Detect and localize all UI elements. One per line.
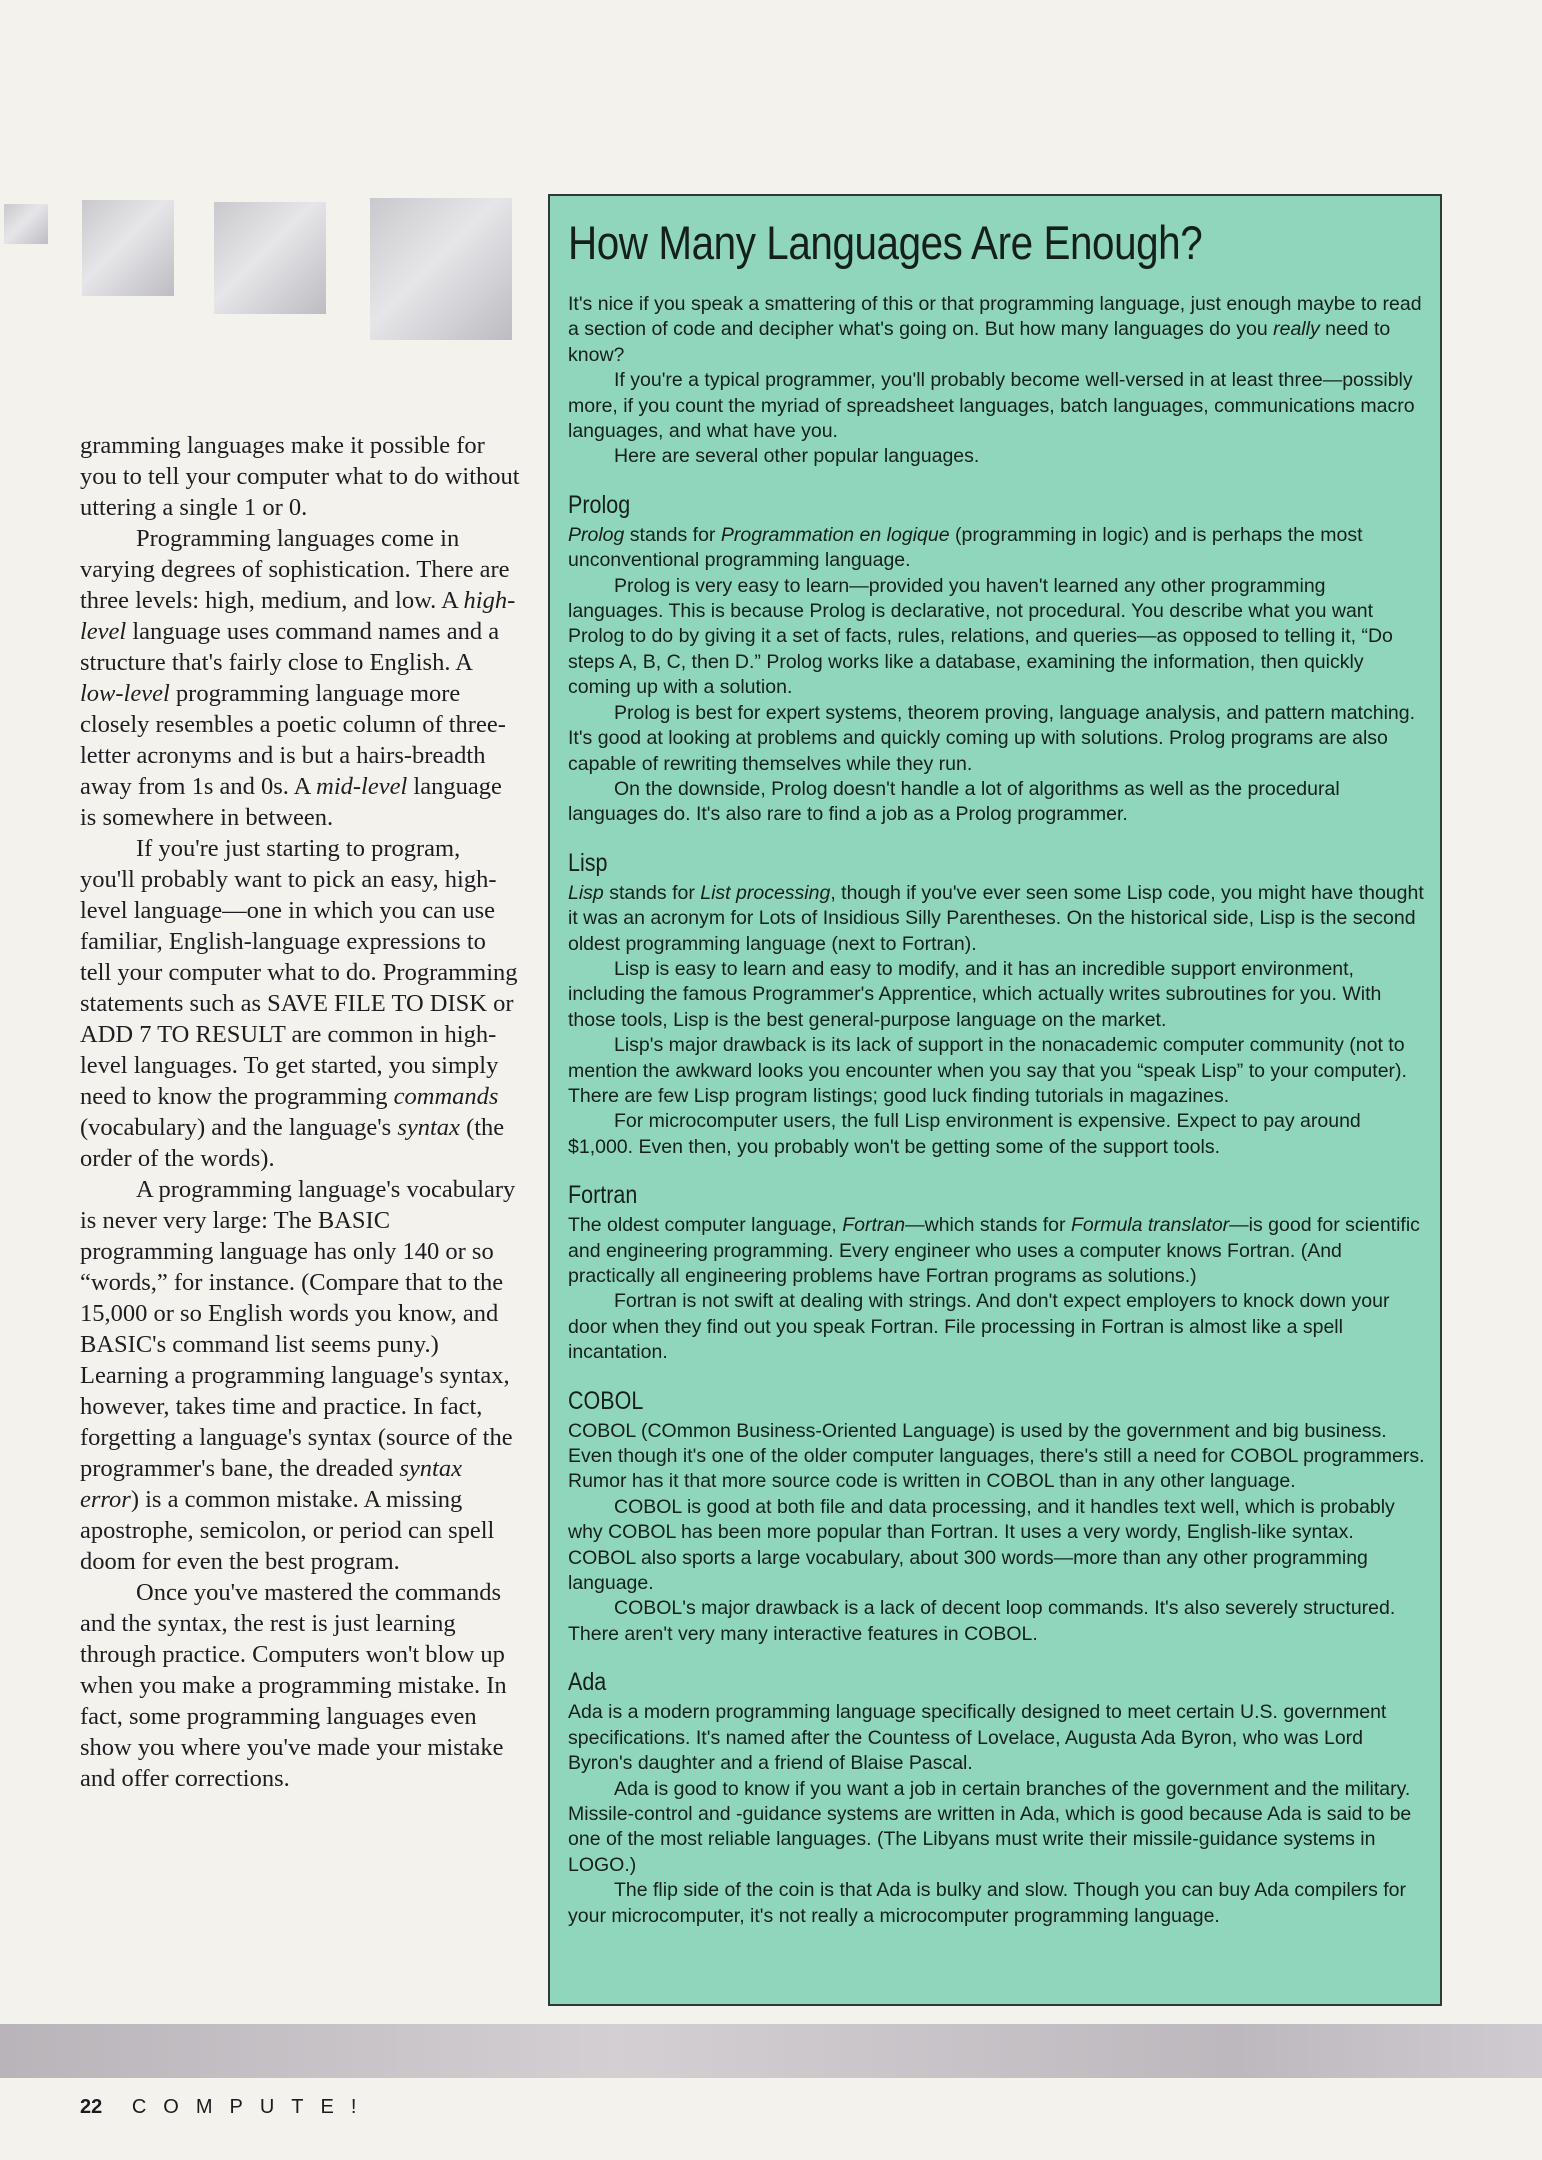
emphasis-text: low-level <box>80 680 170 707</box>
emphasis-text: Lisp <box>568 881 604 904</box>
section-paragraph <box>568 1213 1426 1289</box>
text-run: Once you've mastered the commands and the syntax, the rest is just learning through practice. Computers won't blow up when you make a programming mistake. In fact, some programming languages even show you where you've made your mistake and offer corrections. <box>80 1579 507 1792</box>
text-run: language is somewhere in between. <box>80 773 502 831</box>
sidebar-intro <box>568 292 1426 470</box>
text-run: If you're just starting to program, you'll probably want to pick an easy, high-level language—one in which you can use familiar, English-language expressions to tell your computer what to do. Programming statements such as SAVE FILE TO DISK or ADD 7 TO RESULT are common in high-level languages. To get started, you simply need to know the programming <box>80 835 518 1110</box>
section-prolog <box>568 490 1426 828</box>
text-run: For microcomputer users, the full Lisp environment is expensive. Expect to pay around $1,000. Even then, you probably won't be getting some of the support tools. <box>568 1110 1361 1158</box>
section-heading: Lisp <box>568 848 608 877</box>
section-paragraph <box>568 1289 1426 1365</box>
emphasis-text: high-level <box>80 587 516 645</box>
text-run: It's nice if you speak a smattering of this or that programming language, just enough maybe to read a section of code and decipher what's going on. But how many languages do you <box>568 293 1422 341</box>
section-heading: Ada <box>568 1668 607 1697</box>
body-paragraph <box>80 833 520 1174</box>
body-paragraph <box>80 1174 520 1577</box>
section-heading: COBOL <box>568 1386 644 1415</box>
section-paragraph <box>568 1596 1426 1647</box>
text-run: Lisp's major drawback is its lack of support in the nonacademic computer community (not to mention the awkward looks you encounter when you say that you “speak Lisp” to your computer). There are few Lisp program listings; good luck finding tutorials in magazines. <box>568 1034 1407 1107</box>
text-run: Ada is good to know if you want a job in certain branches of the government and the military. Missile-control and -guidance systems are written in Ada, which is good because Ada is said to be one of the most reliable languages. (The Libyans must write their missile-guidance systems in LOGO.) <box>568 1777 1412 1876</box>
section-heading: Fortran <box>568 1181 638 1210</box>
body-paragraph <box>80 430 520 523</box>
text-run: Here are several other popular languages. <box>614 445 980 468</box>
section-heading: Prolog <box>568 490 631 519</box>
left-column <box>80 430 520 1794</box>
text-run: language uses command names and a structure that's fairly close to English. A <box>80 618 500 676</box>
emphasis-text: really <box>1273 318 1320 341</box>
emphasis-text: Prolog <box>568 523 625 546</box>
section-paragraph <box>568 523 1426 574</box>
section-paragraph <box>568 777 1426 828</box>
text-run: If you're a typical programmer, you'll probably become well-versed in at least three—possibly more, if you count the myriad of spreadsheet languages, batch languages, communications macro languages, and what have you. <box>568 369 1415 443</box>
text-run: —is good for scientific and engineering programming. Every engineer who uses a computer knows Fortran. (And practically all engineering problems have Fortran programs as solutions.) <box>568 1214 1420 1287</box>
decorative-square <box>4 204 48 244</box>
text-run: stands for <box>603 881 701 904</box>
sidebar-box <box>548 194 1442 2006</box>
section-paragraph <box>568 1777 1426 1879</box>
section-paragraph <box>568 1033 1426 1109</box>
section-paragraph <box>568 1700 1426 1776</box>
section-paragraph <box>568 881 1426 957</box>
text-run: Prolog is best for expert systems, theorem proving, language analysis, and pattern matching. It's good at looking at problems and quickly coming up with solutions. Prolog programs are also capable of rewriting themselves while they run. <box>568 701 1416 775</box>
sidebar-sections <box>568 490 1426 1929</box>
page-footer <box>80 2096 373 2119</box>
emphasis-text: mid-level <box>316 773 408 800</box>
emphasis-text: commands <box>393 1083 499 1110</box>
text-run: —which stands for <box>905 1214 1071 1237</box>
text-run: Programming languages come in varying degrees of sophistication. There are three levels: high, medium, and low. A <box>80 525 510 614</box>
emphasis-text: syntax <box>397 1114 460 1141</box>
section-paragraph <box>568 1109 1426 1160</box>
text-run: Prolog is very easy to learn—provided you haven't learned any other programming languages. This is because Prolog is declarative, not procedural. You describe what you want Prolog to do by giving it a set of facts, rules, relations, and queries—as opposed to telling it, “Do steps A, B, C, then D.” Prolog works like a database, examining the information, then quickly coming up with a solution. <box>568 574 1393 699</box>
text-run: (the order of the words). <box>80 1114 505 1172</box>
text-run: On the downside, Prolog doesn't handle a lot of algorithms as well as the procedural languages do. It's also rare to find a job as a Prolog programmer. <box>568 777 1340 826</box>
text-run: COBOL (COmmon Business-Oriented Language) is used by the government and big business. Even though it's one of the older computer languages, there's still a need for COBOL programmers. Rumor has it that more source code is written in COBOL than in any other language. <box>568 1419 1425 1493</box>
text-run: Fortran is not swift at dealing with strings. And don't expect employers to knock down your door when they find out you speak Fortran. File processing in Fortran is almost like a spell incantation. <box>568 1290 1390 1364</box>
text-run: need to know? <box>568 318 1391 366</box>
section-fortran <box>568 1180 1426 1365</box>
decorative-square <box>370 198 512 340</box>
body-paragraph <box>80 1577 520 1794</box>
text-run: stands for <box>624 523 721 546</box>
section-paragraph <box>568 1878 1426 1929</box>
body-paragraph <box>80 523 520 833</box>
text-run: ) is a common mistake. A missing apostrophe, semicolon, or period can spell doom for even the best program. <box>80 1486 495 1575</box>
intro-paragraph <box>568 444 1426 469</box>
text-run: A programming language's vocabulary is never very large: The BASIC programming language has only 140 or so “words,” for instance. (Compare that to the 15,000 or so English words you know, and BASIC's command list seems puny.) Learning a programming language's syntax, however, takes time and practice. In fact, forgetting a language's syntax (source of the programmer's bane, the dreaded <box>80 1176 516 1482</box>
magazine-name: COMPUTE! <box>131 2096 374 2118</box>
page-number: 22 <box>80 2096 103 2118</box>
text-run: Ada is a modern programming language specifically designed to meet certain U.S. government specifications. It's named after the Countess of Lovelace, Augusta Ada Byron, who was Lord Byron's daughter and a friend of Blaise Pascal. <box>568 1701 1387 1775</box>
section-paragraph <box>568 1495 1426 1597</box>
text-run: (vocabulary) and the language's <box>80 1114 398 1141</box>
section-paragraph <box>568 1419 1426 1495</box>
emphasis-text: Programmation en logique <box>720 523 950 546</box>
emphasis-text: Fortran <box>842 1214 906 1237</box>
section-ada <box>568 1667 1426 1929</box>
text-run: COBOL is good at both file and data processing, and it handles text well, which is probably why COBOL has been more popular than Fortran. It uses a very wordy, English-like syntax. COBOL also sports a large vocabulary, about 300 words—more than any other programming language. <box>568 1495 1395 1595</box>
text-run: , though if you've ever seen some Lisp code, you might have thought it was an acronym for Lots of Insidious Silly Parentheses. On the historical side, Lisp is the second oldest programming language (next to Fortran). <box>568 881 1424 955</box>
emphasis-text: List processing <box>700 881 831 904</box>
section-paragraph <box>568 574 1426 701</box>
footer-band <box>0 2024 1542 2078</box>
decorative-square <box>214 202 326 314</box>
intro-paragraph <box>568 368 1426 444</box>
section-lisp <box>568 848 1426 1160</box>
decorative-square <box>82 200 174 296</box>
text-run: gramming languages make it possible for you to tell your computer what to do without uttering a single 1 or 0. <box>80 432 520 521</box>
section-paragraph <box>568 701 1426 777</box>
emphasis-text: Formula translator <box>1070 1214 1230 1237</box>
text-run: Lisp is easy to learn and easy to modify, and it has an incredible support environment, including the famous Programmer's Apprentice, which actually writes subroutines for you. With those tools, Lisp is the best general-purpose language on the market. <box>568 957 1382 1031</box>
emphasis-text: syntax error <box>80 1455 462 1513</box>
sidebar-title: How Many Languages Are Enough? <box>568 216 1203 269</box>
text-run: The oldest computer language, <box>568 1214 843 1237</box>
text-run: (programming in logic) and is perhaps the most unconventional programming language. <box>568 523 1363 572</box>
text-run: COBOL's major drawback is a lack of decent loop commands. It's also severely structured. There aren't very many interactive features in COBOL. <box>568 1597 1396 1645</box>
text-run: programming language more closely resembles a poetic column of three-letter acronyms and is but a hairs-breadth away from 1s and 0s. A <box>80 680 506 800</box>
section-cobol <box>568 1386 1426 1648</box>
intro-paragraph <box>568 292 1426 368</box>
section-paragraph <box>568 957 1426 1033</box>
text-run: The flip side of the coin is that Ada is bulky and slow. Though you can buy Ada compilers for your microcomputer, it's not really a microcomputer programming language. <box>568 1879 1407 1927</box>
